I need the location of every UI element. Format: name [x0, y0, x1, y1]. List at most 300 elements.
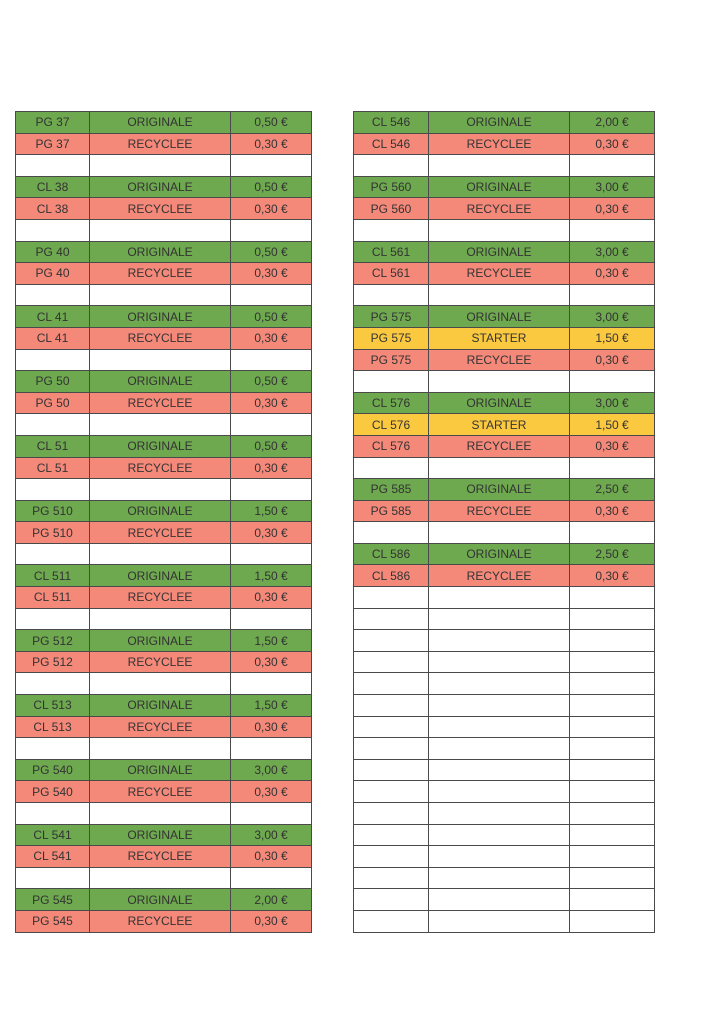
code-cell: PG 40: [16, 241, 90, 263]
price-cell: [570, 803, 655, 825]
type-cell: RECYCLEE: [90, 846, 231, 868]
table-row: [16, 651, 312, 673]
table-row: [16, 673, 312, 695]
type-cell: [90, 608, 231, 630]
code-cell: [354, 522, 429, 544]
table-row: [354, 198, 655, 220]
code-cell: CL 561: [354, 241, 429, 263]
price-cell: 0,30 €: [231, 587, 312, 609]
code-cell: PG 560: [354, 198, 429, 220]
type-cell: RECYCLEE: [429, 349, 570, 371]
table-row: [354, 371, 655, 393]
type-cell: RECYCLEE: [90, 716, 231, 738]
price-cell: 2,50 €: [570, 479, 655, 501]
price-cell: 3,00 €: [570, 176, 655, 198]
table-row: [354, 608, 655, 630]
type-cell: STARTER: [429, 327, 570, 349]
table-row: [16, 565, 312, 587]
price-cell: 1,50 €: [231, 565, 312, 587]
type-cell: ORIGINALE: [90, 565, 231, 587]
table-row: [16, 910, 312, 932]
type-cell: RECYCLEE: [90, 327, 231, 349]
code-cell: [354, 716, 429, 738]
code-cell: CL 38: [16, 176, 90, 198]
code-cell: [354, 284, 429, 306]
table-row: [354, 284, 655, 306]
table-row: [354, 910, 655, 932]
table-row: [354, 565, 655, 587]
code-cell: CL 561: [354, 263, 429, 285]
type-cell: ORIGINALE: [429, 392, 570, 414]
table-row: [16, 241, 312, 263]
type-cell: ORIGINALE: [90, 824, 231, 846]
price-cell: 0,30 €: [231, 781, 312, 803]
price-cell: 0,50 €: [231, 371, 312, 393]
code-cell: CL 586: [354, 543, 429, 565]
price-cell: [231, 608, 312, 630]
code-cell: PG 40: [16, 263, 90, 285]
table-row: [354, 414, 655, 436]
table-row: [354, 500, 655, 522]
code-cell: [354, 803, 429, 825]
table-row: [16, 587, 312, 609]
price-cell: 0,30 €: [231, 198, 312, 220]
code-cell: [354, 738, 429, 760]
table-row: [354, 630, 655, 652]
type-cell: ORIGINALE: [429, 112, 570, 134]
table-row: [16, 155, 312, 177]
price-cell: 0,50 €: [231, 241, 312, 263]
type-cell: ORIGINALE: [429, 306, 570, 328]
code-cell: PG 585: [354, 500, 429, 522]
code-cell: [16, 414, 90, 436]
price-cell: [570, 651, 655, 673]
price-table-left-body: [16, 112, 312, 933]
price-cell: 3,00 €: [231, 824, 312, 846]
price-cell: [231, 479, 312, 501]
table-row: [354, 435, 655, 457]
type-cell: RECYCLEE: [429, 565, 570, 587]
type-cell: RECYCLEE: [90, 263, 231, 285]
price-cell: 0,50 €: [231, 435, 312, 457]
type-cell: [90, 673, 231, 695]
type-cell: [429, 587, 570, 609]
table-row: [354, 867, 655, 889]
type-cell: ORIGINALE: [90, 759, 231, 781]
type-cell: RECYCLEE: [90, 133, 231, 155]
type-cell: RECYCLEE: [90, 781, 231, 803]
table-row: [16, 889, 312, 911]
code-cell: CL 576: [354, 414, 429, 436]
type-cell: ORIGINALE: [90, 695, 231, 717]
code-cell: [354, 608, 429, 630]
code-cell: PG 512: [16, 651, 90, 673]
table-row: [354, 112, 655, 134]
type-cell: ORIGINALE: [429, 176, 570, 198]
code-cell: [354, 457, 429, 479]
type-cell: [429, 781, 570, 803]
code-cell: CL 38: [16, 198, 90, 220]
table-row: [354, 349, 655, 371]
type-cell: [429, 889, 570, 911]
table-row: [354, 716, 655, 738]
table-row: [16, 759, 312, 781]
type-cell: ORIGINALE: [90, 630, 231, 652]
code-cell: PG 560: [354, 176, 429, 198]
code-cell: PG 575: [354, 349, 429, 371]
type-cell: RECYCLEE: [90, 651, 231, 673]
type-cell: [90, 219, 231, 241]
price-cell: 0,50 €: [231, 112, 312, 134]
table-row: [16, 392, 312, 414]
price-cell: 0,30 €: [231, 846, 312, 868]
type-cell: RECYCLEE: [429, 263, 570, 285]
price-cell: 0,30 €: [570, 263, 655, 285]
price-cell: [570, 673, 655, 695]
code-cell: [354, 587, 429, 609]
code-cell: PG 50: [16, 371, 90, 393]
type-cell: [429, 155, 570, 177]
price-cell: [570, 781, 655, 803]
type-cell: [429, 284, 570, 306]
code-cell: [16, 219, 90, 241]
code-cell: [354, 630, 429, 652]
table-row: [354, 846, 655, 868]
price-cell: [570, 695, 655, 717]
price-cell: [231, 349, 312, 371]
price-cell: [231, 803, 312, 825]
type-cell: [90, 738, 231, 760]
price-cell: [570, 910, 655, 932]
type-cell: ORIGINALE: [90, 435, 231, 457]
code-cell: CL 541: [16, 824, 90, 846]
code-cell: [16, 349, 90, 371]
table-row: [354, 587, 655, 609]
code-cell: [16, 608, 90, 630]
code-cell: CL 576: [354, 392, 429, 414]
type-cell: ORIGINALE: [90, 241, 231, 263]
price-cell: 2,00 €: [570, 112, 655, 134]
type-cell: [429, 522, 570, 544]
table-row: [354, 759, 655, 781]
type-cell: RECYCLEE: [90, 910, 231, 932]
price-cell: [570, 608, 655, 630]
price-cell: [570, 457, 655, 479]
table-row: [354, 263, 655, 285]
code-cell: [16, 543, 90, 565]
price-cell: [570, 738, 655, 760]
type-cell: [429, 630, 570, 652]
table-row: [16, 479, 312, 501]
price-cell: [570, 889, 655, 911]
price-cell: [231, 673, 312, 695]
code-cell: CL 586: [354, 565, 429, 587]
table-row: [16, 176, 312, 198]
type-cell: ORIGINALE: [429, 241, 570, 263]
type-cell: RECYCLEE: [90, 587, 231, 609]
code-cell: PG 575: [354, 306, 429, 328]
price-cell: 0,30 €: [231, 522, 312, 544]
price-cell: [231, 414, 312, 436]
table-row: [354, 155, 655, 177]
code-cell: [354, 889, 429, 911]
table-row: [16, 219, 312, 241]
code-cell: PG 540: [16, 759, 90, 781]
price-cell: 0,30 €: [231, 651, 312, 673]
type-cell: [90, 543, 231, 565]
table-row: [354, 219, 655, 241]
type-cell: [90, 284, 231, 306]
price-cell: 0,30 €: [570, 435, 655, 457]
price-cell: 3,00 €: [570, 241, 655, 263]
table-row: [16, 327, 312, 349]
table-row: [16, 522, 312, 544]
type-cell: ORIGINALE: [90, 500, 231, 522]
price-cell: [231, 284, 312, 306]
table-row: [16, 867, 312, 889]
code-cell: [16, 803, 90, 825]
table-row: [16, 630, 312, 652]
code-cell: [16, 479, 90, 501]
code-cell: [354, 371, 429, 393]
type-cell: RECYCLEE: [429, 198, 570, 220]
price-cell: 0,30 €: [570, 565, 655, 587]
type-cell: [90, 479, 231, 501]
type-cell: ORIGINALE: [90, 176, 231, 198]
type-cell: RECYCLEE: [429, 435, 570, 457]
type-cell: [429, 608, 570, 630]
type-cell: RECYCLEE: [90, 457, 231, 479]
code-cell: [354, 673, 429, 695]
table-row: [16, 500, 312, 522]
type-cell: ORIGINALE: [90, 889, 231, 911]
type-cell: [429, 457, 570, 479]
type-cell: [90, 414, 231, 436]
code-cell: CL 511: [16, 565, 90, 587]
price-cell: 0,30 €: [231, 910, 312, 932]
price-cell: [231, 543, 312, 565]
type-cell: [90, 867, 231, 889]
price-cell: 0,30 €: [231, 133, 312, 155]
type-cell: ORIGINALE: [90, 112, 231, 134]
table-row: [16, 349, 312, 371]
table-row: [354, 327, 655, 349]
code-cell: CL 51: [16, 457, 90, 479]
price-table-left: [15, 111, 312, 933]
type-cell: [429, 824, 570, 846]
price-cell: [570, 846, 655, 868]
price-cell: [570, 867, 655, 889]
code-cell: CL 546: [354, 112, 429, 134]
table-row: [354, 738, 655, 760]
table-row: [16, 543, 312, 565]
price-cell: [570, 824, 655, 846]
code-cell: [354, 759, 429, 781]
table-row: [354, 824, 655, 846]
price-cell: [231, 867, 312, 889]
table-row: [354, 241, 655, 263]
table-row: [354, 651, 655, 673]
code-cell: [354, 219, 429, 241]
table-row: [16, 824, 312, 846]
type-cell: [429, 910, 570, 932]
table-row: [354, 306, 655, 328]
table-row: [16, 457, 312, 479]
table-row: [354, 673, 655, 695]
type-cell: [90, 803, 231, 825]
code-cell: [354, 695, 429, 717]
table-row: [16, 738, 312, 760]
price-cell: [570, 371, 655, 393]
price-cell: 1,50 €: [231, 500, 312, 522]
price-cell: 3,00 €: [570, 306, 655, 328]
table-row: [16, 695, 312, 717]
table-row: [16, 435, 312, 457]
price-cell: [231, 219, 312, 241]
type-cell: [429, 651, 570, 673]
table-row: [16, 198, 312, 220]
price-cell: 0,30 €: [570, 349, 655, 371]
code-cell: [354, 781, 429, 803]
table-row: [16, 716, 312, 738]
price-cell: 1,50 €: [570, 327, 655, 349]
price-cell: [570, 759, 655, 781]
price-table-right-body: [354, 112, 655, 933]
table-row: [16, 371, 312, 393]
price-cell: [231, 738, 312, 760]
table-row: [16, 133, 312, 155]
table-row: [354, 543, 655, 565]
table-row: [16, 284, 312, 306]
code-cell: PG 540: [16, 781, 90, 803]
table-row: [354, 479, 655, 501]
price-cell: 3,00 €: [570, 392, 655, 414]
price-cell: 0,30 €: [231, 457, 312, 479]
price-cell: 0,30 €: [570, 198, 655, 220]
type-cell: [429, 759, 570, 781]
type-cell: [90, 155, 231, 177]
table-row: [354, 695, 655, 717]
code-cell: CL 511: [16, 587, 90, 609]
price-cell: 0,50 €: [231, 176, 312, 198]
type-cell: RECYCLEE: [90, 392, 231, 414]
code-cell: CL 41: [16, 306, 90, 328]
price-cell: [570, 716, 655, 738]
code-cell: [354, 867, 429, 889]
code-cell: [16, 673, 90, 695]
price-cell: 1,50 €: [231, 695, 312, 717]
price-cell: 1,50 €: [231, 630, 312, 652]
code-cell: CL 541: [16, 846, 90, 868]
price-cell: 0,30 €: [231, 392, 312, 414]
price-cell: 0,30 €: [231, 263, 312, 285]
type-cell: STARTER: [429, 414, 570, 436]
type-cell: [90, 349, 231, 371]
code-cell: [354, 824, 429, 846]
price-cell: [570, 522, 655, 544]
type-cell: RECYCLEE: [90, 522, 231, 544]
price-cell: 1,50 €: [570, 414, 655, 436]
price-cell: 0,30 €: [570, 133, 655, 155]
table-row: [354, 457, 655, 479]
code-cell: [354, 651, 429, 673]
table-row: [16, 846, 312, 868]
price-cell: 2,00 €: [231, 889, 312, 911]
price-cell: 2,50 €: [570, 543, 655, 565]
type-cell: RECYCLEE: [429, 133, 570, 155]
type-cell: ORIGINALE: [429, 543, 570, 565]
type-cell: RECYCLEE: [90, 198, 231, 220]
code-cell: PG 37: [16, 112, 90, 134]
table-row: [16, 608, 312, 630]
code-cell: PG 575: [354, 327, 429, 349]
table-row: [354, 803, 655, 825]
type-cell: [429, 371, 570, 393]
code-cell: [354, 910, 429, 932]
table-row: [354, 133, 655, 155]
price-cell: 3,00 €: [231, 759, 312, 781]
type-cell: [429, 695, 570, 717]
table-row: [354, 781, 655, 803]
price-cell: 0,50 €: [231, 306, 312, 328]
table-row: [16, 263, 312, 285]
type-cell: [429, 867, 570, 889]
price-cell: [570, 587, 655, 609]
code-cell: PG 37: [16, 133, 90, 155]
code-cell: [354, 846, 429, 868]
code-cell: CL 546: [354, 133, 429, 155]
code-cell: PG 50: [16, 392, 90, 414]
code-cell: [16, 155, 90, 177]
code-cell: PG 585: [354, 479, 429, 501]
type-cell: ORIGINALE: [90, 371, 231, 393]
table-row: [354, 392, 655, 414]
code-cell: [16, 867, 90, 889]
code-cell: PG 512: [16, 630, 90, 652]
code-cell: PG 545: [16, 910, 90, 932]
table-row: [354, 889, 655, 911]
type-cell: [429, 219, 570, 241]
code-cell: PG 545: [16, 889, 90, 911]
price-cell: [570, 284, 655, 306]
price-cell: 0,30 €: [570, 500, 655, 522]
code-cell: CL 41: [16, 327, 90, 349]
table-row: [16, 414, 312, 436]
table-row: [16, 781, 312, 803]
code-cell: PG 510: [16, 522, 90, 544]
table-row: [354, 522, 655, 544]
price-cell: [570, 219, 655, 241]
type-cell: RECYCLEE: [429, 500, 570, 522]
code-cell: CL 576: [354, 435, 429, 457]
type-cell: [429, 716, 570, 738]
table-row: [16, 803, 312, 825]
table-row: [16, 112, 312, 134]
type-cell: ORIGINALE: [90, 306, 231, 328]
price-cell: [570, 155, 655, 177]
code-cell: [354, 155, 429, 177]
table-row: [354, 176, 655, 198]
code-cell: CL 513: [16, 695, 90, 717]
price-table-right: [353, 111, 655, 933]
type-cell: [429, 803, 570, 825]
price-cell: 0,30 €: [231, 327, 312, 349]
type-cell: [429, 673, 570, 695]
table-row: [16, 306, 312, 328]
code-cell: CL 513: [16, 716, 90, 738]
type-cell: [429, 738, 570, 760]
code-cell: [16, 738, 90, 760]
